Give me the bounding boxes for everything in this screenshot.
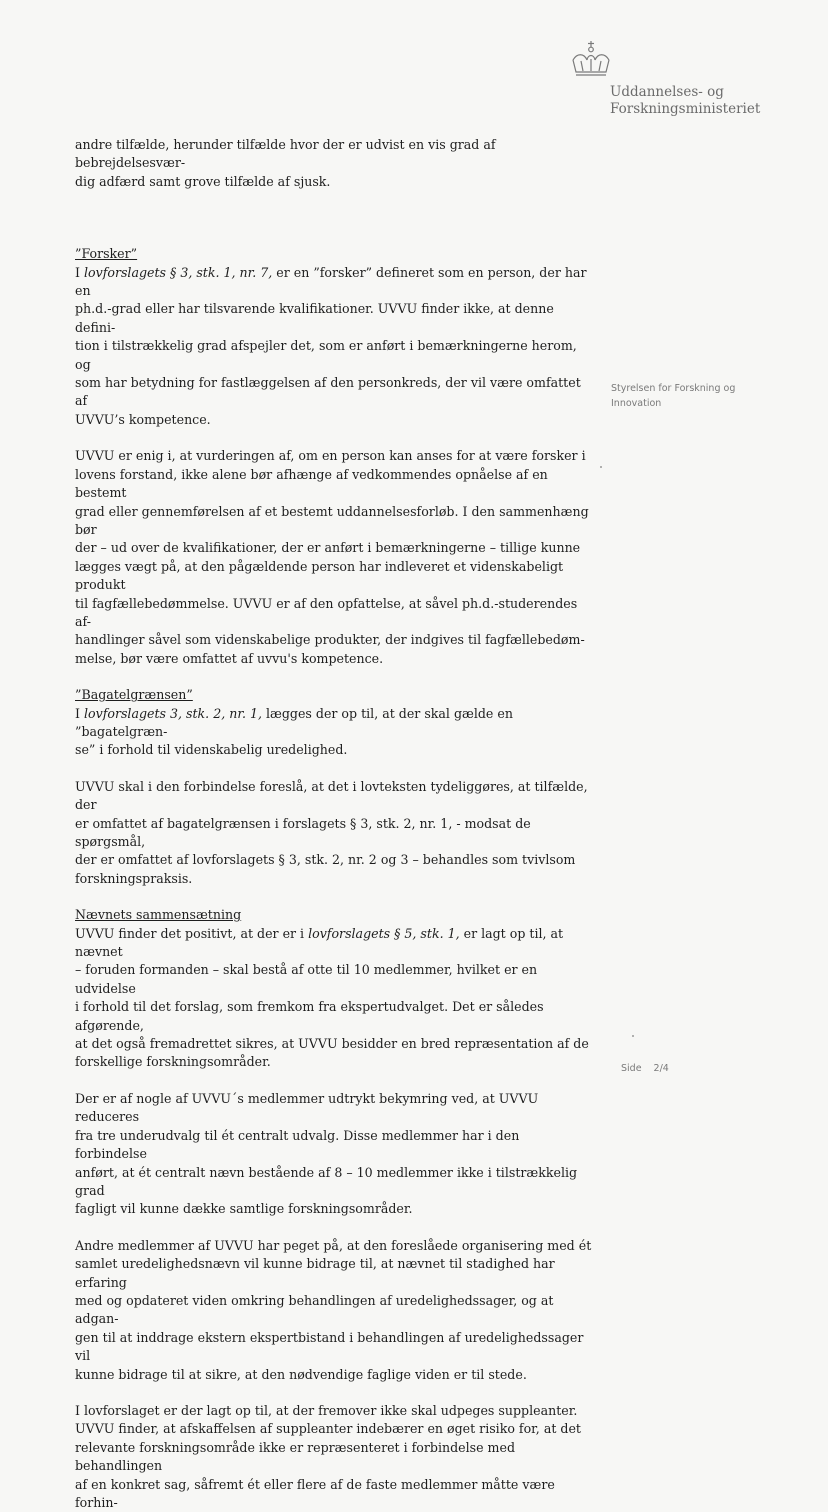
ministry-name	[610, 84, 760, 118]
page-number-value: 2/4	[653, 1063, 669, 1074]
text-line: relevante forskningsområde ikke er repræsenteret i forbindelse med behandlingen	[75, 1439, 516, 1474]
text-line: der – ud over de kvalifikationer, der er anført i bemærkningerne – tillige kunne	[75, 540, 581, 556]
text-line: UVVU’s kompetence.	[75, 411, 211, 427]
scan-speck	[632, 1035, 634, 1037]
naevn-paragraph-3	[75, 1237, 595, 1384]
text-line-part: er en ”forsker” defineret som en person, der har en	[75, 264, 587, 299]
text-line: grad eller gennemførelsen af et bestemt uddannelsesforløb. I den sammenhæng bør	[75, 503, 589, 537]
text-line: anført, at ét centralt nævn bestående af 8 – 10 medlemmer ikke i tilstrækkelig grad	[75, 1164, 578, 1198]
text-line: der er omfattet af lovforslagets § 3, stk. 2, nr. 2 og 3 – behandles som tvivlsom	[75, 852, 576, 868]
text-line: til fagfællebedømmelse. UVVU er af den opfattelse, at såvel ph.d.-studerendes af-	[75, 595, 578, 629]
ministry-name-line-2: Forskningsministeriet	[610, 101, 761, 117]
text-line: ph.d.-grad eller har tilsvarende kvalifikationer. UVVU finder ikke, at denne defini-	[75, 301, 554, 335]
text-line: som har betydning for fastlæggelsen af den personkreds, der vil være omfattet af	[75, 375, 581, 409]
text-line: lægges vægt på, at den pågældende person har indleveret et videnskabeligt produkt	[75, 558, 564, 593]
text-line: fra tre underudvalg til ét centralt udvalg. Disse medlemmer har i den forbindelse	[75, 1127, 520, 1162]
crown-logo-icon	[567, 40, 615, 82]
law-reference: lovforslagets 3, stk. 2, nr. 1,	[83, 705, 262, 721]
page-number-label: Side	[621, 1063, 642, 1074]
forsker-paragraph-1	[75, 264, 595, 430]
text-line: Andre medlemmer af UVVU har peget på, at den foreslåede organisering med ét	[75, 1237, 592, 1253]
scan-speck	[600, 466, 602, 468]
intro-paragraph	[75, 136, 595, 191]
bagatel-paragraph-2	[75, 778, 595, 888]
text-line: med og opdateret viden omkring behandlingen af uredelighedssager, og at adgan-	[75, 1292, 554, 1327]
law-reference: lovforslagets § 5, stk. 1,	[308, 925, 460, 941]
text-line: Der er af nogle af UVVU´s medlemmer udtrykt bekymring ved, at UVVU reduceres	[75, 1090, 539, 1125]
naevn-paragraph-1	[75, 925, 595, 1072]
text-line: at det også fremadrettet sikres, at UVVU besidder en bred repræsentation af de	[75, 1036, 589, 1052]
text-line: andre tilfælde, herunder tilfælde hvor der er udvist en vis grad af bebrejdelsesvær-	[75, 137, 496, 171]
agency-name-line-2: Innovation	[611, 398, 662, 409]
text-line: melse, bør være omfattet af uvvu's kompetence.	[75, 650, 384, 666]
bagatel-paragraph-1	[75, 705, 595, 760]
law-reference: lovforslagets § 3, stk. 1, nr. 7,	[83, 264, 273, 280]
text-line: forskningspraksis.	[75, 870, 193, 886]
forsker-paragraph-2	[75, 447, 595, 668]
text-line: handlinger såvel som videnskabelige produkter, der indgives til fagfællebedøm-	[75, 632, 585, 648]
text-line: gen til at inddrage ekstern ekspertbistand i behandlingen af uredelighedssager vil	[75, 1329, 584, 1364]
text-line: UVVU er enig i, at vurderingen af, om en person kan anses for at være forsker i	[75, 448, 586, 464]
text-line: samlet uredelighedsnævn vil kunne bidrage til, at nævnet til stadighed har erfaring	[75, 1256, 555, 1290]
text-line-part: lægges der op til, at der skal gælde en ”bagatelgræn-	[75, 705, 513, 739]
text-line: er omfattet af bagatelgrænsen i forslagets § 3, stk. 2, nr. 1, - modsat de spørgsmål,	[75, 815, 531, 849]
section-heading-bagatel: ”Bagatelgrænsen”	[75, 687, 193, 703]
text-line-part: I	[75, 705, 84, 721]
text-line-part: UVVU finder det positivt, at der er i	[75, 925, 309, 941]
text-line-part: I	[75, 264, 84, 280]
text-line: I lovforslaget er der lagt op til, at der fremover ikke skal udpeges suppleanter.	[75, 1402, 578, 1418]
text-line: kunne bidrage til at sikre, at den nødvendige faglige viden er til stede.	[75, 1366, 527, 1382]
section-heading-naevn: Nævnets sammensætning	[75, 907, 242, 923]
text-line: lovens forstand, ikke alene bør afhænge af vedkommendes opnåelse af en bestemt	[75, 466, 548, 501]
text-line-part: er lagt op til, at nævnet	[75, 925, 564, 960]
text-line: – foruden formanden – skal bestå af otte til 10 medlemmer, hvilket er en udvidelse	[75, 962, 538, 996]
text-line: dig adfærd samt grove tilfælde af sjusk.	[75, 173, 331, 189]
text-line: i forhold til det forslag, som fremkom fra ekspertudvalget. Det er således afgørende,	[75, 999, 544, 1033]
text-line: UVVU finder, at afskaffelsen af suppleanter indebærer en øget risiko for, at det	[75, 1421, 581, 1437]
agency-name	[611, 381, 751, 411]
text-line: UVVU skal i den forbindelse foreslå, at det i lovteksten tydeliggøres, at tilfælde, der	[75, 778, 588, 813]
text-line: forskellige forskningsområder.	[75, 1054, 271, 1070]
text-line: fagligt vil kunne dække samtlige forskningsområder.	[75, 1201, 413, 1217]
text-line: se” i forhold til videnskabelig uredelighed.	[75, 742, 348, 758]
ministry-name-line-1: Uddannelses- og	[610, 84, 724, 100]
naevn-paragraph-2	[75, 1090, 595, 1219]
page-number	[621, 1063, 669, 1074]
letter-body	[75, 136, 595, 1512]
text-line: tion i tilstrækkelig grad afspejler det, som er anført i bemærkningerne herom, og	[75, 338, 577, 372]
text-line: af en konkret sag, såfremt ét eller flere af de faste medlemmer måtte være forhin-	[75, 1476, 555, 1510]
section-heading-forsker: ”Forsker”	[75, 246, 138, 262]
naevn-paragraph-4	[75, 1402, 595, 1512]
agency-name-line-1: Styrelsen for Forskning og	[611, 383, 736, 394]
